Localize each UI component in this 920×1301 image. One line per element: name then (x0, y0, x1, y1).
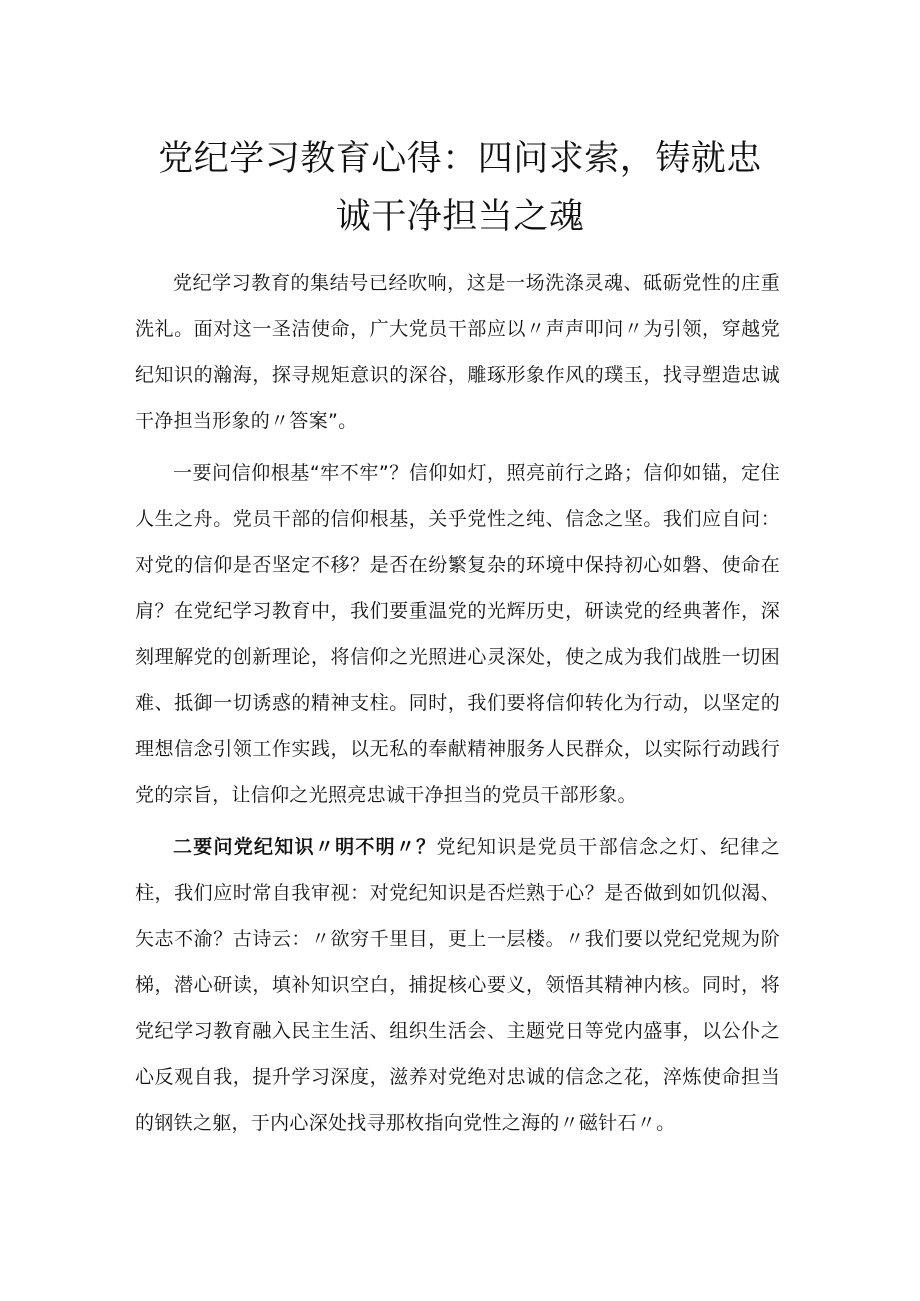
paragraph-intro (135, 260, 780, 444)
page-title (120, 130, 800, 246)
page-title-line-1: 党纪学习教育心得：四问求索，铸就忠 (158, 139, 762, 179)
paragraph-intro-text: 党纪学习教育的集结号已经吹响，这是一场洗涤灵魂、砥砺党性的庄重洗礼。面对这一圣洁使命，广大党员干部应以〃声声叩问〃为引领，穿越党纪知识的瀚海，探寻规矩意识的深谷，雕琢形象作风的璞玉，找寻塑造忠诚干净担当形象的〃答案”。 (135, 272, 780, 432)
paragraph-lead-heading: 二要问党纪知识〃明不明〃？ (173, 836, 437, 858)
page-title-line-2: 诚干净担当之魂 (335, 197, 585, 237)
paragraph-party-discipline-knowledge (135, 824, 780, 1146)
paragraph-faith-foundation-text: 一要问信仰根基“牢不牢”？信仰如灯，照亮前行之路；信仰如锚，定住人生之舟。党员干部的信仰根基，关乎党性之纯、信念之坚。我们应自问：对党的信仰是否坚定不移？是否在纷繁复杂的环境中保持初心如磐、使命在肩？在党纪学习教育中，我们要重温党的光辉历史，研读党的经典著作，深刻理解党的创新理论，将信仰之光照进心灵深处，使之成为我们战胜一切困难、抵御一切诱惑的精神支柱。同时，我们要将信仰转化为行动，以坚定的理想信念引领工作实践，以无私的奉献精神服务人民群众，以实际行动践行党的宗旨，让信仰之光照亮忠诚干净担当的党员干部形象。 (135, 462, 780, 806)
paragraph-faith-foundation (135, 450, 780, 818)
paragraph-party-discipline-knowledge-text: 党纪知识是党员干部信念之灯、纪律之柱，我们应时常自我审视：对党纪知识是否烂熟于心？是否做到如饥似渴、矢志不渝？古诗云：〃欲穷千里目，更上一层楼。〃我们要以党纪党规为阶梯，潜心研读，填补知识空白，捕捉核心要义，领悟其精神内核。同时，将党纪学习教育融入民主生活、组织生活会、主题党日等党内盛事，以公仆之心反观自我，提升学习深度，滋养对党绝对忠诚的信念之花，淬炼使命担当的钢铁之躯，于内心深处找寻那枚指向党性之海的〃磁针石〃。 (135, 836, 780, 1134)
article-body (135, 260, 780, 1152)
